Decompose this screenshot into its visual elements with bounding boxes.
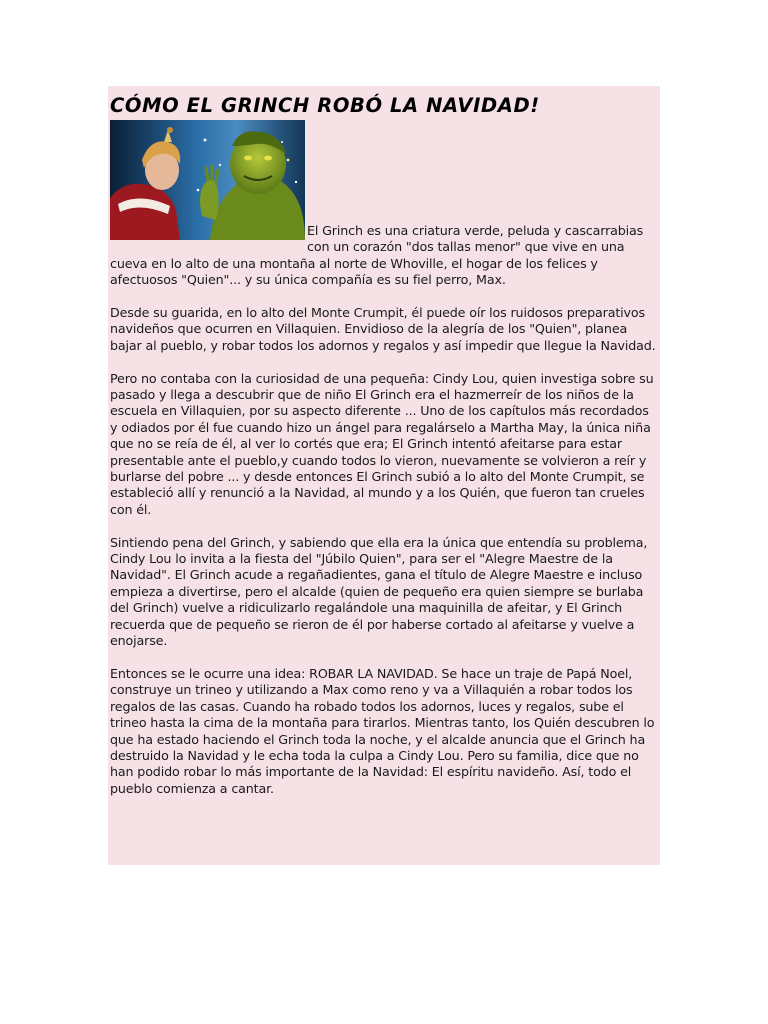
- document-panel: [108, 86, 660, 865]
- paragraph-2: Desde su guarida, en lo alto del Monte Crumpit, él puede oír los ruidosos preparativos navideños que ocurren en Villaquien. Envidioso de la alegría de los "Quien", planea bajar al pueblo, y robar todos los adornos y regalos y así impedir que llegue la Navidad.: [110, 305, 656, 353]
- paragraph-5: Entonces se le ocurre una idea: ROBAR LA NAVIDAD. Se hace un traje de Papá Noel, construye un trineo y utilizando a Max como reno y va a Villaquién a robar todos los regalos de las casas. Cuando ha robado todos los adornos, luces y regalos, sube el trineo hasta la cima de la montaña para tirarlos. Mientras tanto, los Quién descubren lo que ha estado haciendo el Grinch toda la noche, y el alcalde anuncia que el Grinch ha destruido la Navidad y le echa toda la culpa a Cindy Lou. Pero su familia, dice que no han podido robar lo más importante de la Navidad: El espíritu navideño. Así, todo el pueblo comienza a cantar.: [110, 665, 655, 796]
- photo-illustration: [110, 120, 305, 240]
- paragraph-3: Pero no contaba con la curiosidad de una pequeña: Cindy Lou, quien investiga sobre su pasado y llega a descubrir que de niño El Grinch era el hazmerreír de los niños de la escuela en Villaquien, por su aspecto diferente ... Uno de los capítulos más recordados y odiados por él fue cuando hizo un ángel para regalárselo a Martha May, la única niña que no se reía de él, al ver lo cortés que era; El Grinch intentó afeitarse para estar presentable ante el pueblo,y cuando todos lo vieron, nuevamente se volvieron a reír y burlarse del pobre ... y desde entonces El Grinch subió a lo alto del Monte Crumpit, se estableció allí y renunció a la Navidad, al mundo y a los Quién, que fueron tan crueles con él.: [110, 370, 654, 517]
- grinch-and-cindy-lou-photo: [110, 120, 305, 240]
- paragraph-4: Sintiendo pena del Grinch, y sabiendo que ella era la única que entendía su problema, Cindy Lou lo invita a la fiesta del "Júbilo Quien", para ser el "Alegre Maestre de la Navidad". El Grinch acude a regañadientes, gana el título de Alegre Maestre e incluso empieza a divertirse, pero el alcalde (quien de pequeño era quien siempre se burlaba del Grinch) vuelve a ridiculizarlo regalándole una maquinilla de afeitar, y El Grinch recuerda que de pequeño se rieron de él por haberse cortado al afeitarse y vuelve a enojarse.: [110, 534, 648, 649]
- document-title: CÓMO EL GRINCH ROBÓ LA NAVIDAD!: [110, 94, 540, 117]
- paragraph-1: El Grinch es una criatura verde, peluda y cascarrabias con un corazón "dos tallas menor" que vive en una cueva en lo alto de una montaña al norte de Whoville, el hogar de los felices y afectuosos "Quien"... y su única compañía es su fiel perro, Max.: [110, 223, 644, 288]
